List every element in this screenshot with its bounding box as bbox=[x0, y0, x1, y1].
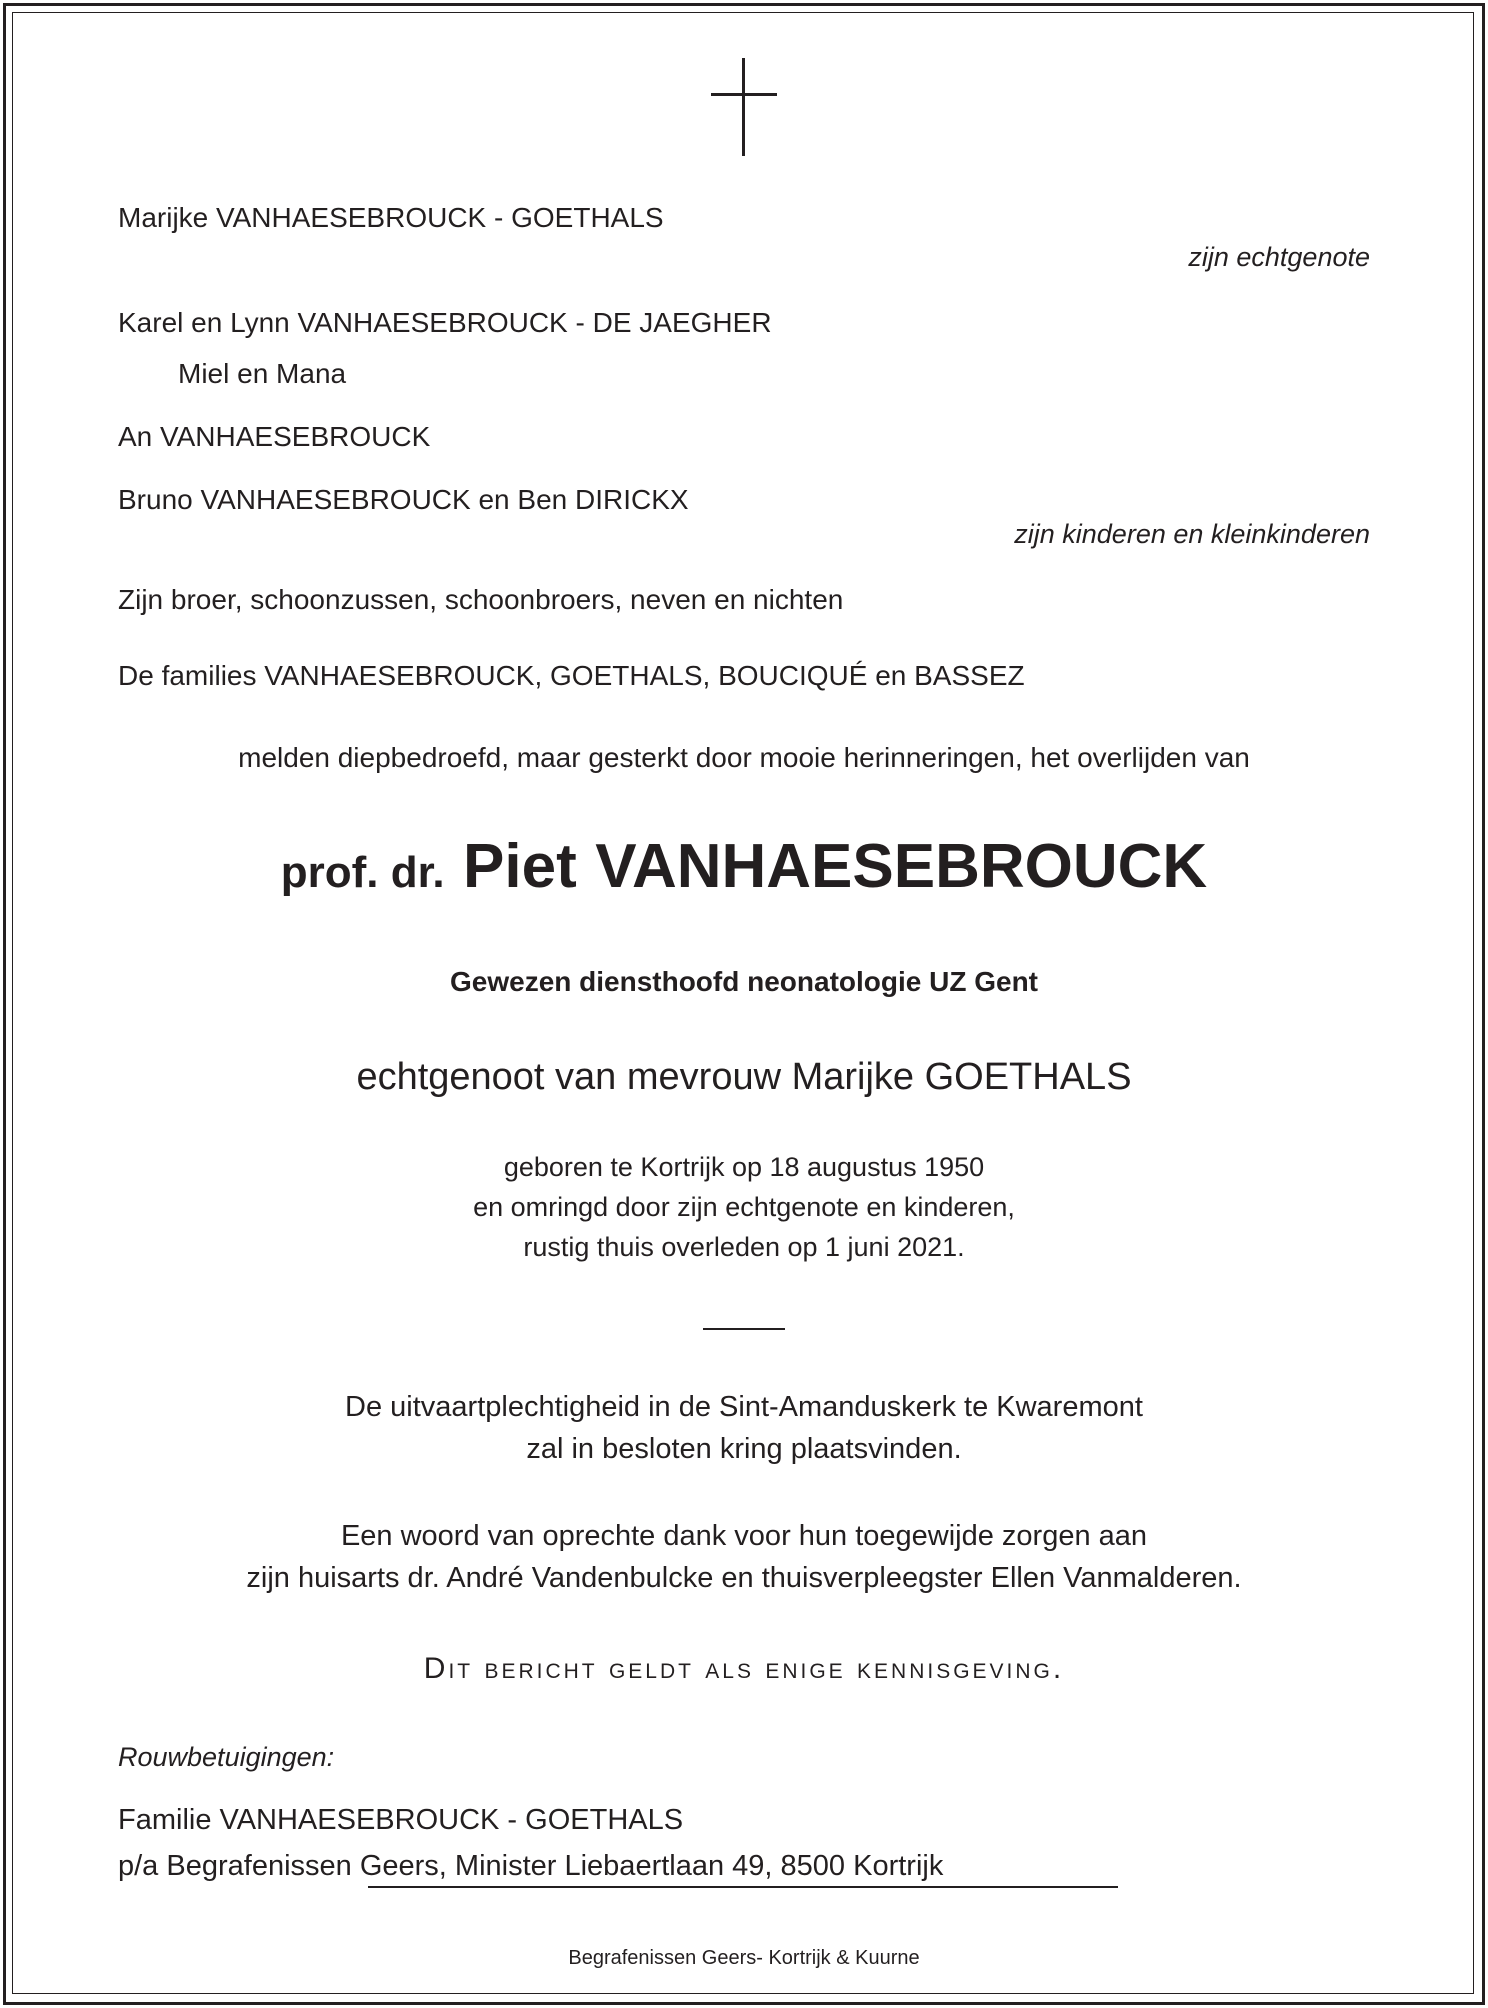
condolences-name: Familie VANHAESEBROUCK - GOETHALS bbox=[118, 1804, 684, 1836]
footer-text: Begrafenissen Geers- Kortrijk & Kuurne bbox=[568, 1947, 920, 1969]
funeral-line: zal in besloten kring plaatsvinden. bbox=[526, 1433, 962, 1465]
life-line: rustig thuis overleden op 1 juni 2021. bbox=[523, 1232, 965, 1262]
thanks-line: Een woord van oprechte dank voor hun toegewijde zorgen aan bbox=[340, 1520, 1148, 1552]
divider bbox=[703, 1328, 785, 1330]
condolences-label: Rouwbetuigingen: bbox=[118, 1742, 335, 1772]
footer-rule bbox=[368, 1886, 1118, 1888]
condolences-address: p/a Begrafenissen Geers, Minister Liebaertlaan 49, 8500 Kortrijk bbox=[118, 1850, 944, 1882]
families-line: De families VANHAESEBROUCK, GOETHALS, BOUCIQUÉ en BASSEZ bbox=[118, 660, 1025, 691]
deceased-first-name: Piet bbox=[463, 832, 577, 901]
deceased-name bbox=[0, 832, 1488, 901]
extended-family: Zijn broer, schoonzussen, schoonbroers, neven en nichten bbox=[118, 584, 844, 615]
spouse-line: echtgenoot van mevrouw Marijke GOETHALS bbox=[356, 1056, 1132, 1098]
child-name: Bruno VANHAESEBROUCK en Ben DIRICKX bbox=[118, 484, 689, 515]
cross-icon bbox=[711, 58, 777, 156]
spouse-role: zijn echtgenote bbox=[1188, 242, 1370, 272]
child-name: An VANHAESEBROUCK bbox=[118, 421, 431, 452]
deceased-title: prof. dr. bbox=[280, 848, 445, 897]
funeral-line: De uitvaartplechtigheid in de Sint-Amanduskerk te Kwaremont bbox=[345, 1391, 1143, 1423]
thanks-line: zijn huisarts dr. André Vandenbulcke en thuisverpleegster Ellen Vanmalderen. bbox=[246, 1562, 1242, 1594]
notice-text: Dit bericht geldt als enige kennisgeving. bbox=[423, 1652, 1065, 1685]
grandchildren-names: Miel en Mana bbox=[178, 358, 347, 389]
life-line: en omringd door zijn echtgenote en kinderen, bbox=[473, 1192, 1015, 1222]
life-line: geboren te Kortrijk op 18 augustus 1950 bbox=[503, 1152, 985, 1182]
deceased-function: Gewezen diensthoofd neonatologie UZ Gent bbox=[449, 966, 1038, 997]
announcement-text: melden diepbedroefd, maar gesterkt door mooie herinneringen, het overlijden van bbox=[238, 742, 1250, 773]
deceased-last-name: VANHAESEBROUCK bbox=[595, 832, 1208, 901]
children-role: zijn kinderen en kleinkinderen bbox=[1014, 519, 1370, 549]
spouse-name: Marijke VANHAESEBROUCK - GOETHALS bbox=[118, 202, 664, 233]
child-name: Karel en Lynn VANHAESEBROUCK - DE JAEGHER bbox=[118, 307, 772, 338]
